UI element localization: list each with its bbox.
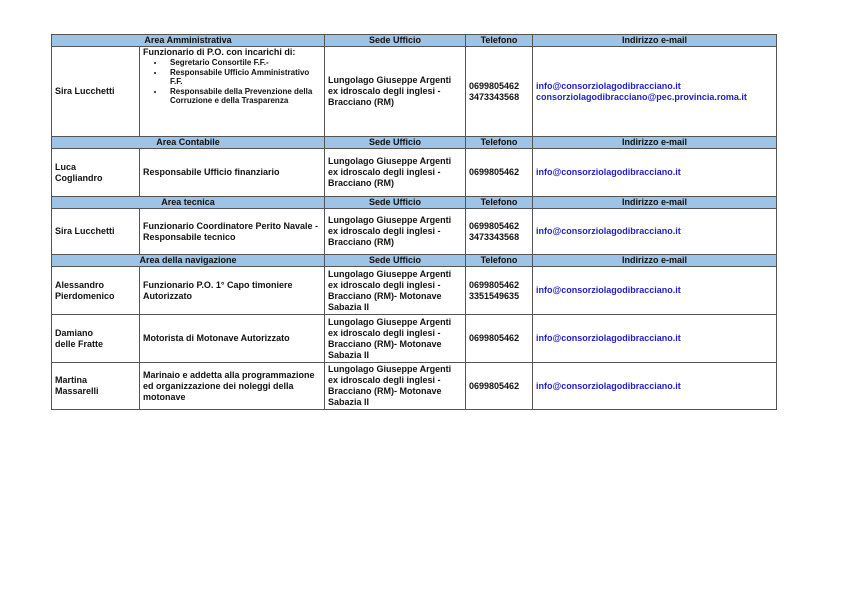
area-header — [52, 255, 325, 267]
contact-row — [52, 47, 777, 137]
role-list-item: • Responsabile della Prevenzione della Corruzione e della Trasparenza — [165, 87, 321, 106]
phone-text: 0699805462 3473343568 — [469, 220, 520, 242]
email-link[interactable]: info@consorziolagodibracciano.it — [536, 333, 681, 343]
contact-row — [52, 315, 777, 363]
contact-name — [52, 315, 140, 363]
role-text: Funzionario Coordinatore Perito Navale - Responsabile tecnico — [143, 220, 319, 242]
phone-header — [466, 255, 533, 267]
email-header-label: Indirizzo e-mail — [622, 255, 688, 265]
contact-email — [533, 267, 777, 315]
phone-header-label: Telefono — [480, 197, 518, 207]
contacts-table-body — [52, 35, 777, 410]
email-header — [533, 255, 777, 267]
phone-header — [466, 35, 533, 47]
area-header-label: Area Amministrativa — [144, 35, 232, 45]
phone-text: 0699805462 3473343568 — [469, 80, 520, 102]
office-text: Lungolago Giuseppe Argenti ex idroscalo degli inglesi - Bracciano (RM) — [328, 215, 452, 247]
role-title: Funzionario di P.O. con incarichi di: — [143, 47, 296, 57]
area-header — [52, 35, 325, 47]
phone-text: 0699805462 3351549635 — [469, 279, 520, 301]
area-header-label: Area tecnica — [161, 197, 215, 207]
office-text: Lungolago Giuseppe Argenti ex idroscalo degli inglesi - Bracciano (RM)- Motonave Sabazia II — [328, 364, 452, 407]
contact-row — [52, 363, 777, 410]
email-link[interactable]: info@consorziolagodibracciano.it — [536, 226, 681, 236]
contact-office — [325, 363, 466, 410]
contact-role — [140, 209, 325, 255]
phone-header — [466, 197, 533, 209]
contact-email — [533, 149, 777, 197]
contact-office — [325, 47, 466, 137]
office-header-label: Sede Ufficio — [369, 137, 422, 147]
contact-email — [533, 47, 777, 137]
email-link[interactable]: info@consorziolagodibracciano.it — [536, 380, 681, 391]
office-header-label: Sede Ufficio — [369, 255, 422, 265]
contact-name-text: Damiano delle Fratte — [55, 327, 104, 349]
phone-header-label: Telefono — [480, 255, 518, 265]
contact-office — [325, 149, 466, 197]
role-list-item: • Responsabile Ufficio Amministrativo F.F. — [165, 68, 321, 87]
area-header — [52, 137, 325, 149]
area-header-label: Area Contabile — [156, 137, 220, 147]
area-header — [52, 197, 325, 209]
contact-name — [52, 267, 140, 315]
contact-row — [52, 267, 777, 315]
area-header-label: Area della navigazione — [139, 255, 237, 265]
contact-email — [533, 315, 777, 363]
email-link[interactable]: info@consorziolagodibracciano.it — [536, 167, 681, 177]
contact-phone — [466, 267, 533, 315]
email-header — [533, 137, 777, 149]
role-list — [143, 58, 321, 106]
phone-text: 0699805462 — [469, 167, 520, 177]
role-text: Motorista di Motonave Autorizzato — [143, 333, 290, 343]
contact-name — [52, 363, 140, 410]
contact-role — [140, 315, 325, 363]
contact-role — [140, 47, 325, 137]
contact-phone — [466, 149, 533, 197]
office-header — [325, 35, 466, 47]
role-list-item: • Segretario Consortile F.F.- — [165, 58, 321, 68]
contact-name-text: Sira Lucchetti — [55, 86, 115, 96]
office-text: Lungolago Giuseppe Argenti ex idroscalo degli inglesi - Bracciano (RM) — [328, 75, 452, 107]
contact-name — [52, 149, 140, 197]
role-text: Marinaio e addetta alla programmazione ed organizzazione dei noleggi della motonave — [143, 369, 315, 402]
contact-name — [52, 47, 140, 137]
contact-row — [52, 149, 777, 197]
contact-office — [325, 209, 466, 255]
section-header-row — [52, 137, 777, 149]
office-header — [325, 137, 466, 149]
email-header — [533, 197, 777, 209]
phone-header — [466, 137, 533, 149]
contact-name-text: Martina Massarelli — [55, 375, 99, 396]
role-text: Responsabile Ufficio finanziario — [143, 167, 280, 177]
contact-office — [325, 267, 466, 315]
office-header — [325, 197, 466, 209]
email-header — [533, 35, 777, 47]
contact-phone — [466, 209, 533, 255]
contact-row — [52, 209, 777, 255]
contact-role — [140, 363, 325, 410]
contact-name-text: Sira Lucchetti — [55, 226, 115, 236]
contact-email — [533, 363, 777, 410]
contact-phone — [466, 315, 533, 363]
office-header-label: Sede Ufficio — [369, 35, 422, 45]
contacts-table — [51, 34, 777, 410]
contact-role — [140, 149, 325, 197]
email-link[interactable]: info@consorziolagodibracciano.it — [536, 285, 681, 295]
contact-email — [533, 209, 777, 255]
office-text: Lungolago Giuseppe Argenti ex idroscalo degli inglesi - Bracciano (RM)- Motonave Sabazia II — [328, 316, 452, 360]
office-text: Lungolago Giuseppe Argenti ex idroscalo degli inglesi - Bracciano (RM)- Motonave Sabazia II — [328, 268, 452, 312]
section-header-row — [52, 197, 777, 209]
email-header-label: Indirizzo e-mail — [622, 197, 688, 207]
contact-office — [325, 315, 466, 363]
email-link[interactable]: info@consorziolagodibracciano.it consorziolagodibracciano@pec.provincia.roma.it — [536, 80, 747, 102]
office-header — [325, 255, 466, 267]
email-header-label: Indirizzo e-mail — [622, 35, 688, 45]
office-header-label: Sede Ufficio — [369, 197, 422, 207]
contact-name-text: Luca Cogliandro — [55, 161, 103, 183]
role-text: Funzionario P.O. 1° Capo timoniere Autorizzato — [143, 279, 293, 301]
phone-text: 0699805462 — [469, 380, 520, 391]
contact-role — [140, 267, 325, 315]
phone-header-label: Telefono — [480, 137, 518, 147]
contact-phone — [466, 47, 533, 137]
contact-phone — [466, 363, 533, 410]
email-header-label: Indirizzo e-mail — [622, 137, 688, 147]
contact-name — [52, 209, 140, 255]
section-header-row — [52, 35, 777, 47]
section-header-row — [52, 255, 777, 267]
phone-text: 0699805462 — [469, 333, 520, 343]
office-text: Lungolago Giuseppe Argenti ex idroscalo degli inglesi - Bracciano (RM) — [328, 156, 452, 188]
contact-name-text: Alessandro Pierdomenico — [55, 279, 115, 301]
phone-header-label: Telefono — [480, 35, 518, 45]
